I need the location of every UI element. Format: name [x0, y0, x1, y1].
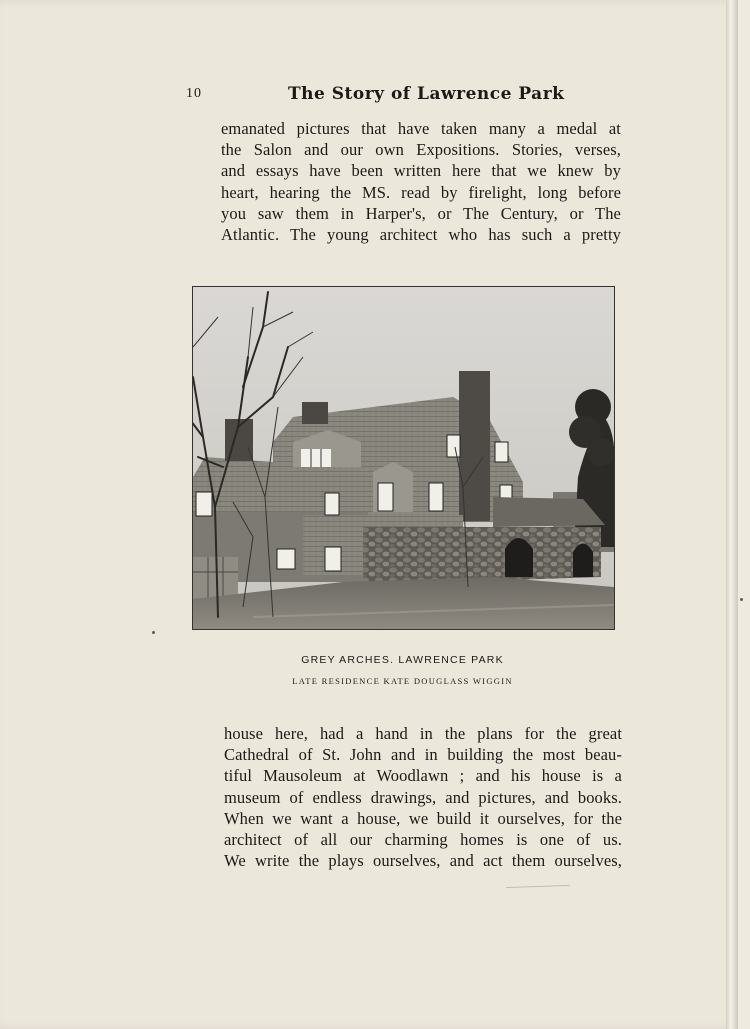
text-line: architect of all our charming homes is one of us. — [224, 830, 622, 850]
text-line: tiful Mausoleum at Woodlawn ; and his house is a — [224, 766, 622, 786]
pencil-mark — [506, 885, 570, 888]
text-line: house here, had a hand in the plans for the great — [224, 724, 622, 743]
text-line: and essays have been written here that we knew by — [221, 161, 621, 181]
text-line: Atlantic. The young architect who has such a pretty — [221, 225, 621, 245]
text-line: the Salon and our own Expositions. Stories, verses, — [221, 140, 621, 160]
text-line: When we want a house, we build it ourselves, for the — [224, 808, 622, 828]
page-edge — [726, 0, 738, 1029]
running-title: The Story of Lawrence Park — [288, 84, 565, 104]
text-line: you saw them in Harper's, or The Century, or The — [221, 203, 621, 223]
paper-speck — [152, 631, 155, 634]
text-line: museum of endless drawings, and pictures, and books. — [224, 787, 622, 807]
body-text-bottom — [224, 723, 622, 871]
text-line: emanated pictures that have taken many a medal at — [221, 119, 621, 138]
text-line: heart, hearing the MS. read by firelight, long before — [221, 182, 621, 202]
figure-caption: GREY ARCHES. LAWRENCE PARK — [301, 654, 504, 666]
text-line: We write the plays ourselves, and act them ourselves, — [224, 851, 622, 871]
page-number: 10 — [186, 86, 202, 101]
paper-speck — [740, 598, 743, 601]
house-photograph — [192, 286, 615, 630]
text-line: Cathedral of St. John and in building the most beau- — [224, 745, 622, 765]
body-text-top — [221, 118, 621, 245]
figure-subcaption: LATE RESIDENCE KATE DOUGLASS WIGGIN — [292, 676, 513, 686]
